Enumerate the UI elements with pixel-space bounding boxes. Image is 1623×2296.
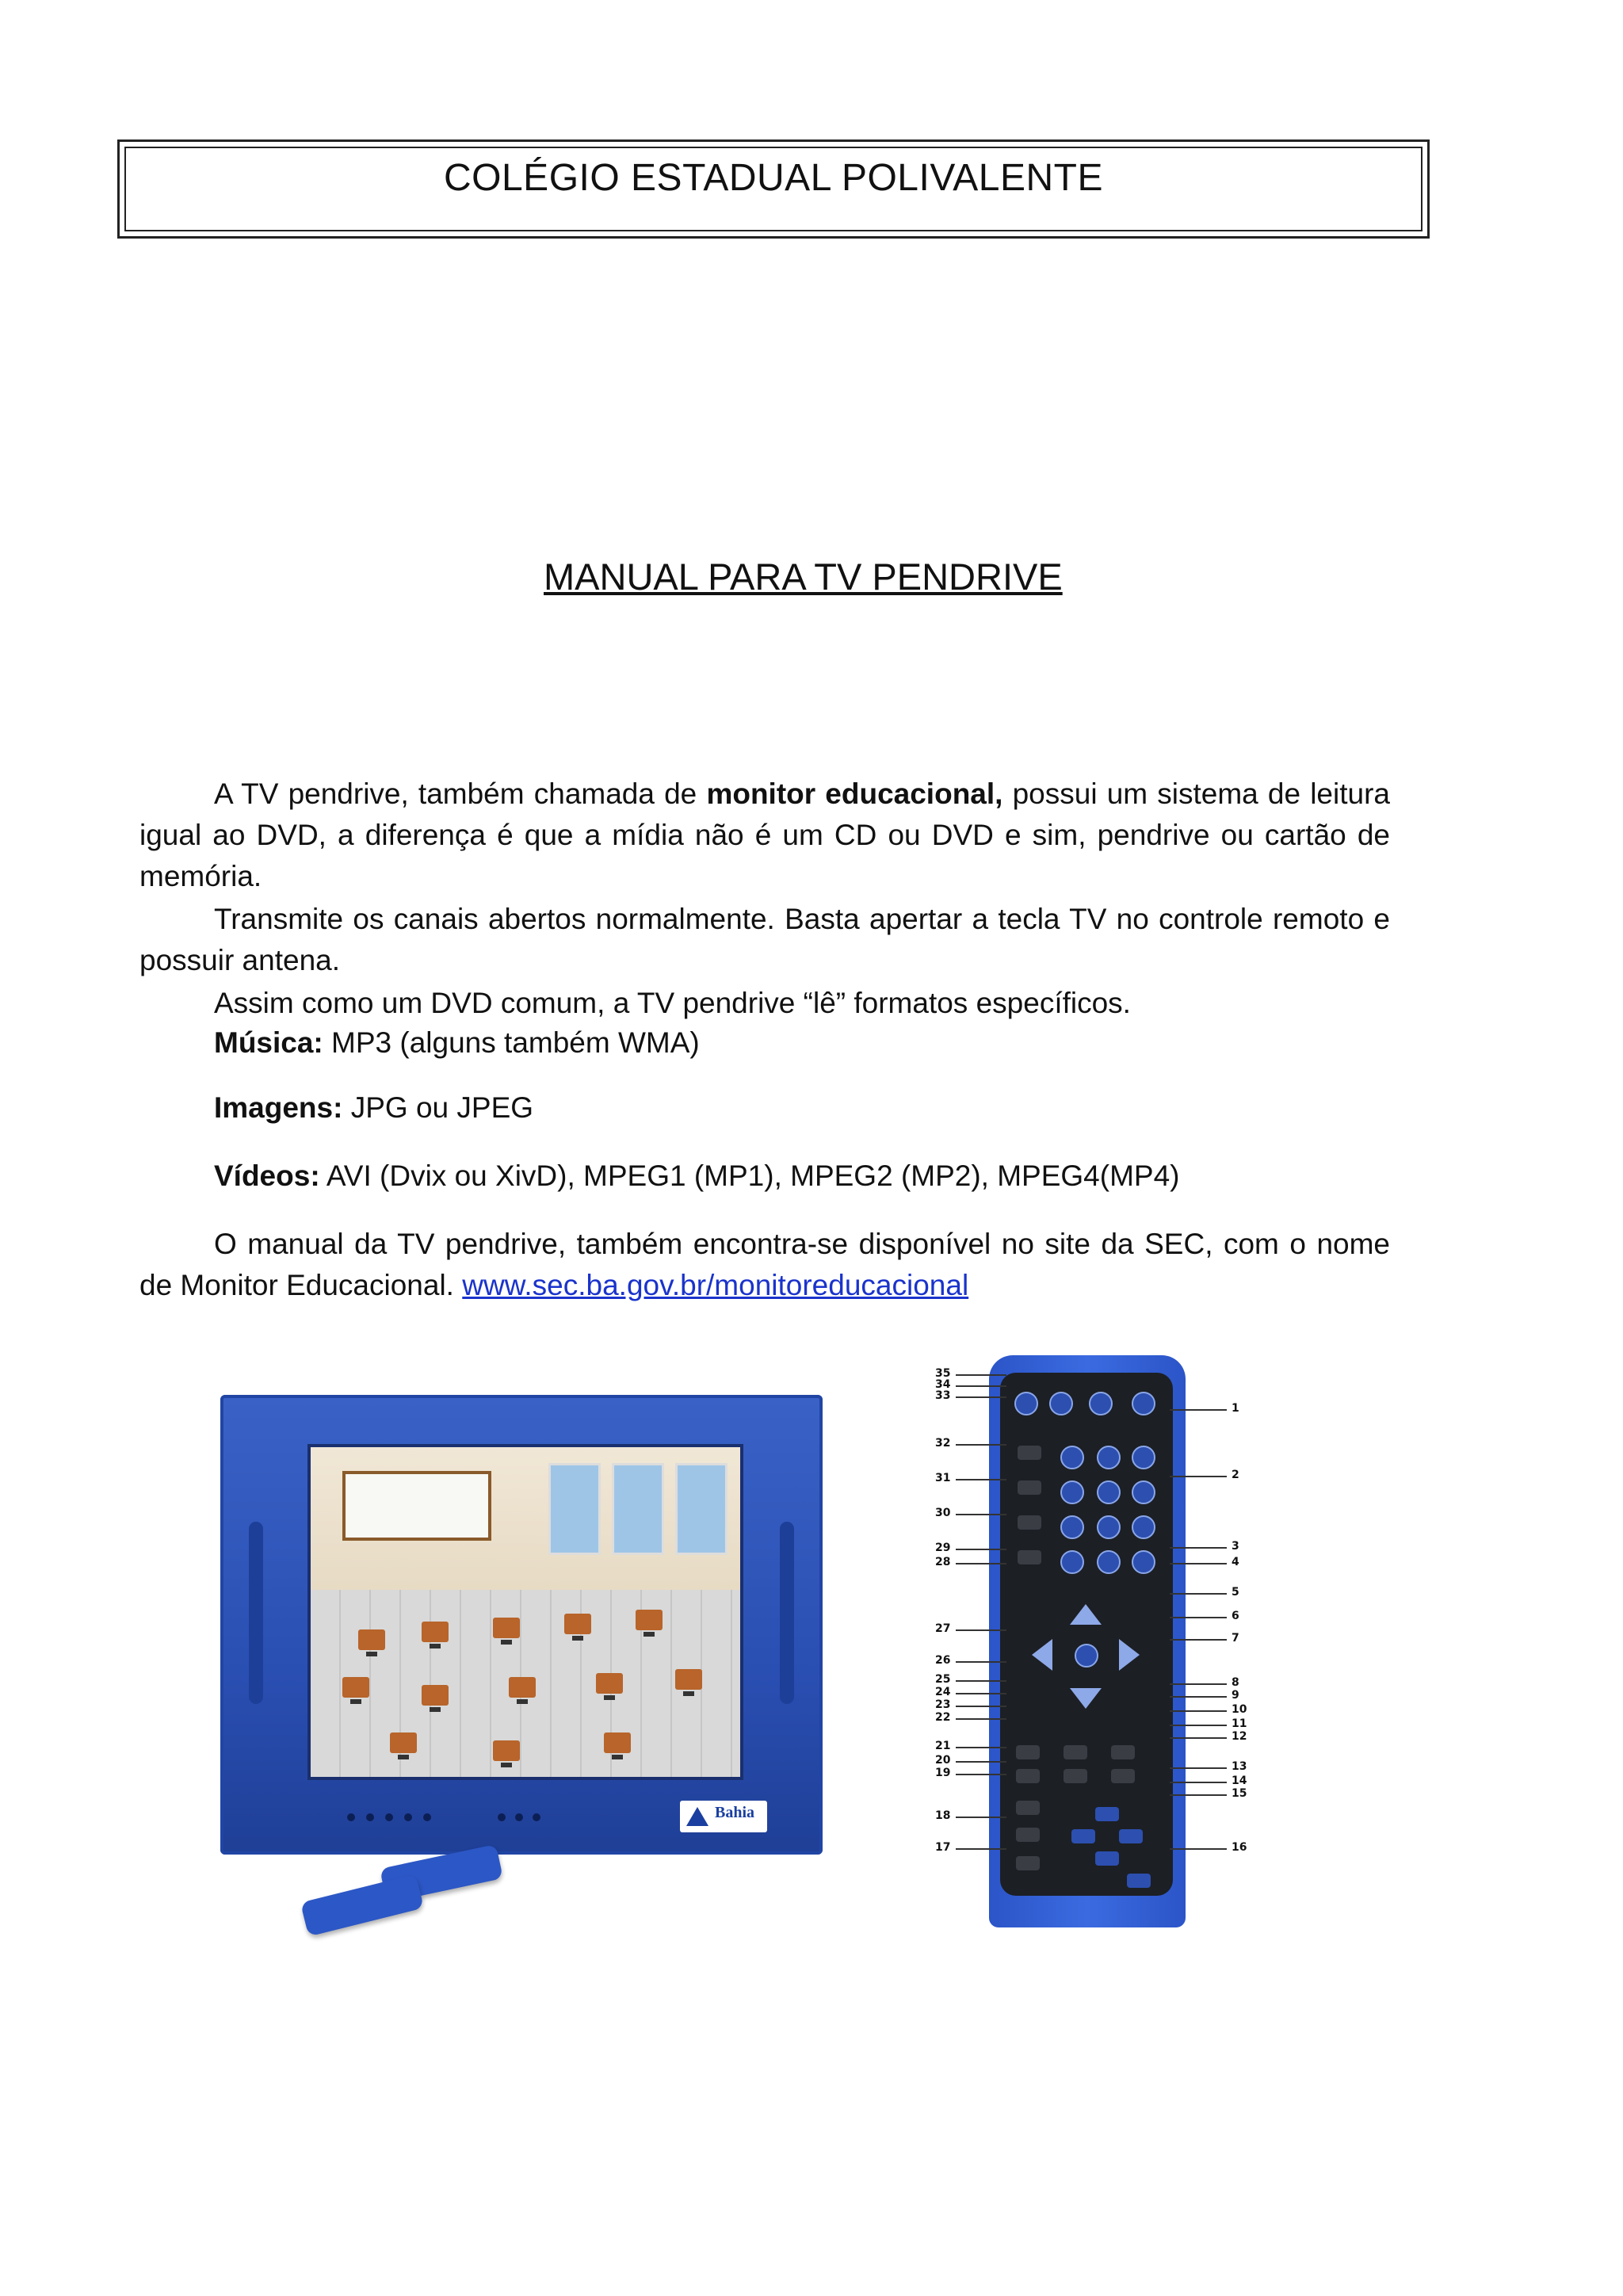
remote-leader-line (1170, 1794, 1227, 1796)
remote-leader-line (956, 1848, 1006, 1850)
remote-leader-line (956, 1444, 1006, 1446)
remote-callout-right-14: 14 (1232, 1775, 1247, 1787)
remote-callout-left-26: 26 (935, 1654, 951, 1667)
remote-callout-left-33: 33 (935, 1389, 951, 1402)
tv-left-speaker (249, 1522, 263, 1704)
paragraph-manual-link (139, 1224, 1390, 1306)
tv-pendrive-image (216, 1395, 826, 1862)
sec-website-link[interactable]: www.sec.ba.gov.br/monitoreducacional (462, 1269, 969, 1301)
remote-leader-line (1170, 1593, 1227, 1595)
tv-screen-classroom (307, 1444, 743, 1780)
remote-leader-line (956, 1693, 1006, 1694)
paragraph-formats: Assim como um DVD comum, a TV pendrive “lê” formatos específicos. (214, 987, 1131, 1019)
remote-leader-line (956, 1718, 1006, 1720)
remote-callout-left-27: 27 (935, 1622, 951, 1635)
remote-leader-line (1170, 1409, 1227, 1411)
remote-callout-right-11: 11 (1232, 1717, 1247, 1730)
manual-text: O manual da TV pendrive, também encontra-se disponível no site da SEC, com o nome de Monitor Educacional. (139, 1228, 1390, 1301)
remote-leader-line (956, 1479, 1006, 1480)
intro-bold-term: monitor educacional, (706, 777, 1003, 810)
intro-text-b: possui um sistema de leitura igual ao DVD, a diferença é que a mídia não é um CD ou DVD e sim, pendrive ou cartão de memória. (139, 777, 1390, 892)
remote-callout-left-24: 24 (935, 1686, 951, 1698)
remote-leader-line (956, 1761, 1006, 1763)
remote-keypad (1000, 1373, 1173, 1896)
document-title: MANUAL PARA TV PENDRIVE (544, 556, 1063, 598)
remote-leader-line (1170, 1639, 1227, 1641)
videos-value: AVI (Dvix ou XivD), MPEG1 (MP1), MPEG2 (MP2), MPEG4(MP4) (319, 1159, 1180, 1192)
remote-callout-left-20: 20 (935, 1754, 951, 1767)
remote-callout-right-15: 15 (1232, 1787, 1247, 1800)
remote-leader-line (956, 1396, 1006, 1398)
music-value: MP3 (alguns também WMA) (323, 1026, 700, 1059)
remote-leader-line (1170, 1476, 1227, 1477)
remote-leader-line (1170, 1848, 1227, 1850)
images-label: Imagens: (214, 1091, 343, 1124)
remote-leader-line (956, 1661, 1006, 1663)
remote-leader-line (956, 1817, 1006, 1818)
bahia-logo-text: Bahia (715, 1804, 755, 1821)
remote-control (989, 1355, 1186, 1927)
music-label: Música: (214, 1026, 323, 1059)
remote-callout-right-5: 5 (1232, 1586, 1239, 1599)
remote-control-diagram (935, 1355, 1268, 1926)
images-value: JPG ou JPEG (342, 1091, 534, 1124)
remote-leader-line (956, 1774, 1006, 1775)
remote-callout-left-23: 23 (935, 1698, 951, 1711)
remote-leader-line (956, 1747, 1006, 1748)
remote-leader-line (1170, 1782, 1227, 1783)
mini-remote-2 (300, 1874, 424, 1937)
remote-leader-line (1170, 1696, 1227, 1698)
remote-callout-right-12: 12 (1232, 1730, 1247, 1743)
remote-callout-left-25: 25 (935, 1673, 951, 1686)
remote-callout-left-31: 31 (935, 1472, 951, 1484)
remote-callout-right-7: 7 (1232, 1632, 1239, 1645)
remote-callout-left-22: 22 (935, 1711, 951, 1724)
tv-right-speaker (780, 1522, 794, 1704)
chalkboard (342, 1471, 491, 1541)
remote-leader-line (956, 1706, 1006, 1707)
remote-callout-right-13: 13 (1232, 1760, 1247, 1773)
remote-leader-line (956, 1549, 1006, 1550)
school-header-box (117, 139, 1430, 239)
remote-leader-line (956, 1680, 1006, 1682)
format-images (214, 1087, 533, 1129)
remote-leader-line (956, 1563, 1006, 1564)
remote-callout-right-9: 9 (1232, 1689, 1239, 1702)
remote-callout-left-17: 17 (935, 1841, 951, 1854)
remote-leader-line (956, 1374, 1006, 1376)
remote-callout-left-29: 29 (935, 1541, 951, 1554)
remote-callout-left-32: 32 (935, 1437, 951, 1450)
remote-callout-right-1: 1 (1232, 1402, 1239, 1415)
tv-cabinet (220, 1395, 823, 1855)
format-music (214, 1022, 700, 1064)
remote-leader-line (1170, 1547, 1227, 1549)
remote-callout-left-28: 28 (935, 1556, 951, 1568)
intro-text-a: A TV pendrive, também chamada de (214, 777, 707, 810)
remote-callout-right-2: 2 (1232, 1469, 1239, 1481)
remote-leader-line (1170, 1710, 1227, 1712)
remote-callout-left-34: 34 (935, 1378, 951, 1391)
remote-callout-left-21: 21 (935, 1740, 951, 1752)
remote-leader-line (1170, 1563, 1227, 1564)
remote-callout-left-18: 18 (935, 1809, 951, 1822)
remote-callout-right-6: 6 (1232, 1610, 1239, 1622)
remote-leader-line (956, 1514, 1006, 1515)
bahia-logo (680, 1801, 767, 1832)
remote-leader-line (956, 1385, 1006, 1387)
videos-label: Vídeos: (214, 1159, 320, 1192)
format-videos (214, 1156, 1179, 1197)
school-name: COLÉGIO ESTADUAL POLIVALENTE (443, 157, 1103, 199)
remote-leader-line (1170, 1767, 1227, 1769)
paragraph-channels: Transmite os canais abertos normalmente. Basta apertar a tecla TV no controle remoto e possuir antena. (139, 903, 1390, 976)
remote-callout-right-10: 10 (1232, 1703, 1247, 1716)
remote-leader-line (1170, 1683, 1227, 1685)
remote-leader-line (956, 1629, 1006, 1631)
remote-leader-line (1170, 1617, 1227, 1618)
remote-callout-right-16: 16 (1232, 1841, 1247, 1854)
remote-callout-left-19: 19 (935, 1767, 951, 1779)
remote-callout-left-35: 35 (935, 1367, 951, 1380)
remote-leader-line (1170, 1725, 1227, 1726)
remote-callout-right-4: 4 (1232, 1556, 1239, 1568)
remote-callout-right-8: 8 (1232, 1676, 1239, 1689)
remote-leader-line (1170, 1737, 1227, 1739)
remote-callout-right-3: 3 (1232, 1540, 1239, 1553)
remote-callout-left-30: 30 (935, 1507, 951, 1519)
paragraph-intro (139, 774, 1390, 897)
